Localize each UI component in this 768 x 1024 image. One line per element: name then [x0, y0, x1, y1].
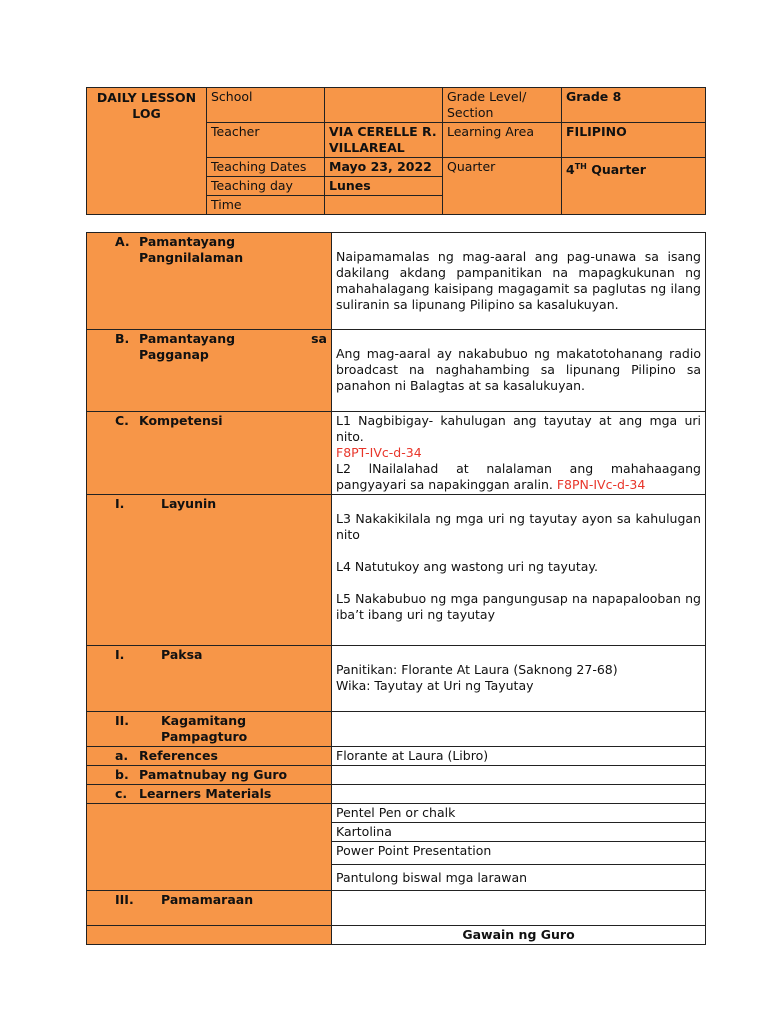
- row-content-learners: [332, 785, 706, 804]
- grade-level-value: Grade 8: [562, 88, 706, 123]
- learning-area-label: Learning Area: [443, 123, 562, 158]
- row-label-b: B. Pamantayang sa Pagganap: [87, 330, 332, 412]
- row-label-c: C. Kompetensi: [87, 412, 332, 495]
- materials-label-cell: [87, 804, 332, 891]
- row-label-paksa: I. Paksa: [87, 646, 332, 712]
- teaching-dates-label: Teaching Dates: [207, 158, 325, 177]
- material-item: Kartolina: [332, 823, 706, 842]
- competency-l1: L1 Nagbibigay- kahulugan ang tayutay at ang mga uri nito.: [336, 413, 701, 444]
- row-label-learners: c. Learners Materials: [87, 785, 332, 804]
- row-label-a: A. Pamantayang Pangnilalaman: [87, 233, 332, 330]
- row-content-kagamitan: [332, 712, 706, 747]
- paksa-wika: Wika: Tayutay at Uri ng Tayutay: [336, 678, 534, 693]
- objective-l3: L3 Nakakikilala ng mga uri ng tayutay ayon sa kahulugan nito: [336, 511, 701, 542]
- teaching-day-value: Lunes: [325, 177, 443, 196]
- lesson-plan-table: [86, 232, 706, 945]
- school-label: School: [207, 88, 325, 123]
- teacher-label: Teacher: [207, 123, 325, 158]
- row-content-pamatnubay: [332, 766, 706, 785]
- material-item: Power Point Presentation: [332, 842, 706, 865]
- time-label: Time: [207, 196, 325, 215]
- competency-l2: L2 lNailalahad at nalalaman ang mahahaagang pangyayari sa napakinggan aralin. F8PN-IVc-d-34: [336, 461, 701, 492]
- row-label-references: a. References: [87, 747, 332, 766]
- row-content-c: [332, 412, 706, 495]
- teacher-value: VIA CERELLE R. VILLAREAL: [325, 123, 443, 158]
- school-value: [325, 88, 443, 123]
- objective-l4: L4 Natutukoy ang wastong uri ng tayutay.: [336, 559, 598, 574]
- teaching-dates-value: Mayo 23, 2022: [325, 158, 443, 177]
- quarter-value: 4TH Quarter: [562, 158, 706, 215]
- row-label-pamatnubay: b. Pamatnubay ng Guro: [87, 766, 332, 785]
- gawain-label-cell: [87, 926, 332, 945]
- material-item: Pentel Pen or chalk: [332, 804, 706, 823]
- row-label-pamamaraan: III. Pamamaraan: [87, 891, 332, 926]
- gawain-ng-guro-heading: Gawain ng Guro: [332, 926, 706, 945]
- competency-code-2: F8PN-IVc-d-34: [556, 477, 646, 492]
- row-label-kagamitan: II. Kagamitang Pampagturo: [87, 712, 332, 747]
- teaching-day-label: Teaching day: [207, 177, 325, 196]
- row-content-b: Ang mag-aaral ay nakabubuo ng makatotohanang radio broadcast na naghahambing sa lipunang Pilipino sa panahon ni Balagtas at sa kasalukuyan.: [332, 330, 706, 412]
- log-title: DAILY LESSON LOG: [87, 88, 207, 215]
- row-content-a: Naipamamalas ng mag-aaral ang pag-unawa sa isang dakilang akdang pampanitikan na mapagkukunan ng mahahalagang kaisipang magagamit sa paglutas ng ilang suliranin sa lipunang Pilipino sa kasalukuyan.: [332, 233, 706, 330]
- time-value: [325, 196, 443, 215]
- paksa-panitikan: Panitikan: Florante At Laura (Saknong 27-68): [336, 662, 618, 677]
- row-content-references: Florante at Laura (Libro): [332, 747, 706, 766]
- learning-area-value: FILIPINO: [562, 123, 706, 158]
- header-table: [86, 87, 706, 215]
- row-content-pamamaraan: [332, 891, 706, 926]
- row-label-layunin: I. Layunin: [87, 495, 332, 646]
- row-content-paksa: [332, 646, 706, 712]
- row-content-layunin: [332, 495, 706, 646]
- quarter-label: Quarter: [443, 158, 562, 215]
- material-item: Pantulong biswal mga larawan: [332, 865, 706, 891]
- competency-code-1: F8PT-IVc-d-34: [336, 445, 422, 460]
- grade-level-label: Grade Level/ Section: [443, 88, 562, 123]
- objective-l5: L5 Nakabubuo ng mga pangungusap na napapalooban ng iba’t ibang uri ng tayutay: [336, 591, 701, 622]
